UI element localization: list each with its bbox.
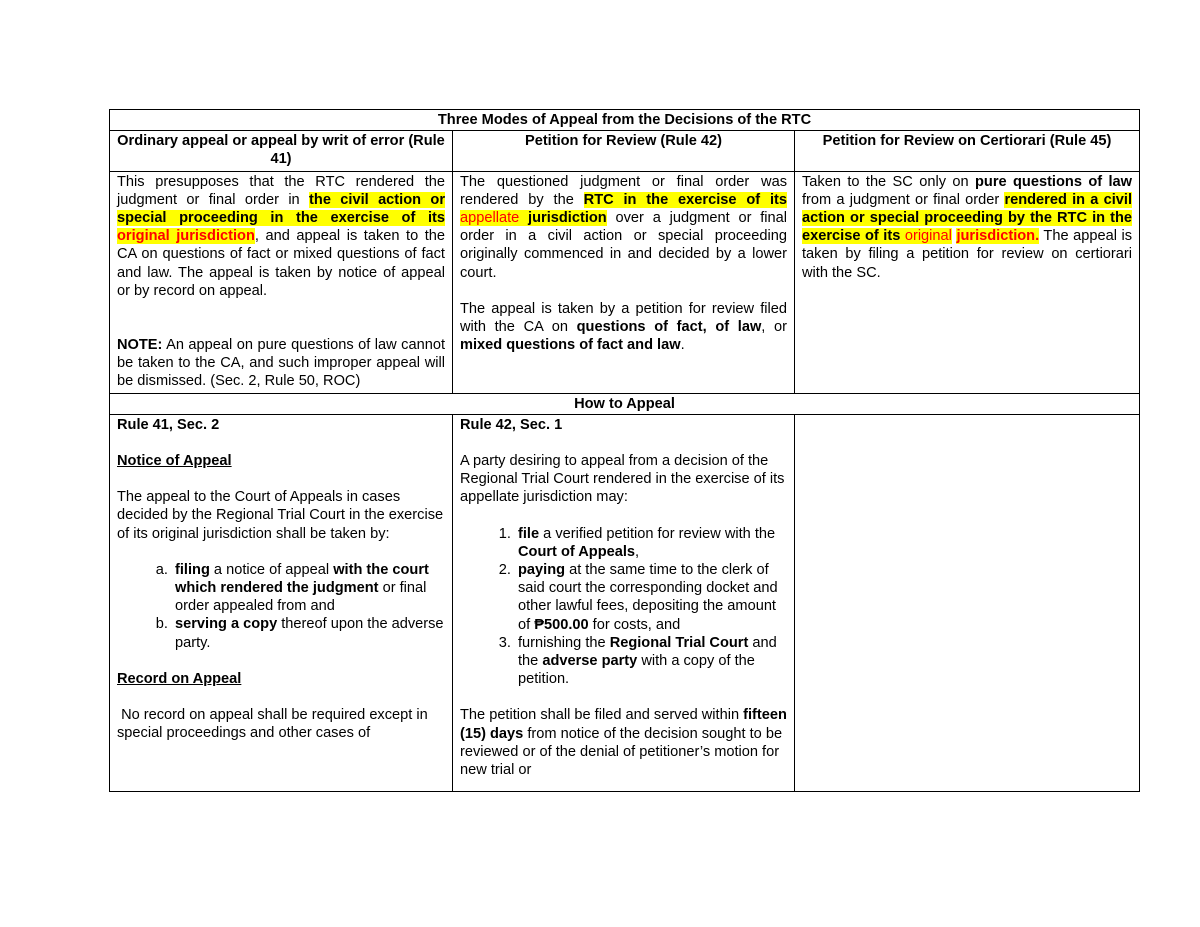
highlighted-text: rendered in a civil action or special proceeding by the RTC in the exercise of its bbox=[802, 191, 1133, 245]
rule-41-intro: The appeal to the Court of Appeals in cases decided by the Regional Trial Court in the exercise of its original jurisdiction shall be taken by: bbox=[117, 489, 444, 542]
text: from a judgment or final order bbox=[802, 191, 1005, 208]
rule-41-description bbox=[117, 173, 445, 300]
text: over a judgment or final order in a civil action or special proceeding originally commenced in and decided by a lower court. bbox=[460, 210, 788, 281]
column-header-rule-41: Ordinary appeal or appeal by writ of error (Rule 41) bbox=[110, 131, 453, 171]
text: The appeal is taken by filing a petition for review on certiorari with the SC. bbox=[802, 228, 1133, 281]
rule-41-heading: Rule 41, Sec. 2 bbox=[117, 416, 220, 433]
list-item: 1. file a verified petition for review with the Court of Appeals, bbox=[515, 525, 787, 561]
highlighted-red-text: original bbox=[904, 228, 952, 245]
text: . bbox=[680, 337, 685, 354]
list-item: b. serving a copy thereof upon the adverse party. bbox=[172, 615, 445, 651]
rule-41-description-cell bbox=[110, 171, 453, 393]
notice-of-appeal-heading: Notice of Appeal bbox=[117, 453, 232, 470]
list-item: 3. furnishing the Regional Trial Court and the adverse party with a copy of the petition. bbox=[515, 634, 787, 689]
rule-42-description bbox=[460, 173, 787, 282]
rule-42-steps-list bbox=[460, 525, 787, 689]
table-title: Three Modes of Appeal from the Decisions of the RTC bbox=[110, 110, 1140, 131]
note-label: NOTE: bbox=[117, 337, 163, 354]
text: , or bbox=[761, 319, 787, 336]
record-on-appeal-text: No record on appeal shall be required except in special proceedings and other cases of bbox=[117, 707, 432, 742]
rule-45-description bbox=[802, 173, 1132, 282]
highlighted-red-text: appellate bbox=[460, 210, 520, 227]
bold-text: pure questions of law bbox=[975, 173, 1133, 190]
highlighted-text: RTC in the exercise of its bbox=[583, 191, 787, 208]
rule-42-filing-period: The petition shall be filed and served within fifteen (15) days from notice of the decision sought to be reviewed or of the denial of petitioner’s motion for new trial or bbox=[460, 707, 787, 779]
text: Taken to the SC only on bbox=[802, 173, 975, 190]
rule-42-intro: A party desiring to appeal from a decision of the Regional Trial Court rendered in the exercise of its appellate jurisdiction may: bbox=[460, 453, 785, 506]
highlighted-text: the civil action or special proceeding in the exercise of its bbox=[117, 191, 445, 227]
rule-45-procedure-cell bbox=[795, 414, 1140, 791]
text: The appeal is taken by a petition for review filed with the CA on bbox=[460, 300, 787, 336]
column-header-rule-45: Petition for Review on Certiorari (Rule 45) bbox=[795, 131, 1140, 171]
text: , and appeal is taken to the CA on questions of fact or mixed questions of fact and law. The appeal is taken by notice of appeal or by record on appeal. bbox=[117, 228, 445, 299]
text: This presupposes that the RTC rendered the judgment or final order in bbox=[117, 173, 445, 208]
appeal-modes-table bbox=[109, 109, 1140, 792]
rule-45-description-cell bbox=[795, 171, 1140, 393]
list-item: 2. paying at the same time to the clerk of said court the corresponding docket and other lawful fees, depositing the amount of ₱500.00 for costs, and bbox=[515, 561, 787, 634]
bold-text: questions of fact, of law bbox=[576, 319, 762, 336]
text: The questioned judgment or final order was rendered by the bbox=[460, 173, 787, 208]
rule-42-appeal-method bbox=[460, 300, 787, 355]
highlighted-red-text: original jurisdiction bbox=[117, 228, 255, 245]
rule-41-steps-list bbox=[117, 561, 445, 652]
rule-42-procedure-cell bbox=[453, 414, 795, 791]
note-text: An appeal on pure questions of law cannot be taken to the CA, and such improper appeal will be dismissed. (Sec. 2, Rule 50, ROC) bbox=[117, 337, 445, 390]
rule-41-procedure-cell bbox=[110, 414, 453, 791]
highlighted-red-text: jurisdiction. bbox=[956, 228, 1040, 245]
rule-42-heading: Rule 42, Sec. 1 bbox=[460, 416, 563, 433]
record-on-appeal-heading: Record on Appeal bbox=[117, 670, 242, 687]
bold-text: mixed questions of fact and law bbox=[460, 337, 681, 354]
column-header-rule-42: Petition for Review (Rule 42) bbox=[453, 131, 795, 171]
highlighted-text: jurisdiction bbox=[519, 210, 607, 227]
rule-41-note bbox=[117, 336, 445, 391]
list-item: a. filing a notice of appeal with the court which rendered the judgment or final order appealed from and bbox=[172, 561, 445, 616]
how-to-appeal-header: How to Appeal bbox=[110, 393, 1140, 414]
rule-42-description-cell bbox=[453, 171, 795, 393]
